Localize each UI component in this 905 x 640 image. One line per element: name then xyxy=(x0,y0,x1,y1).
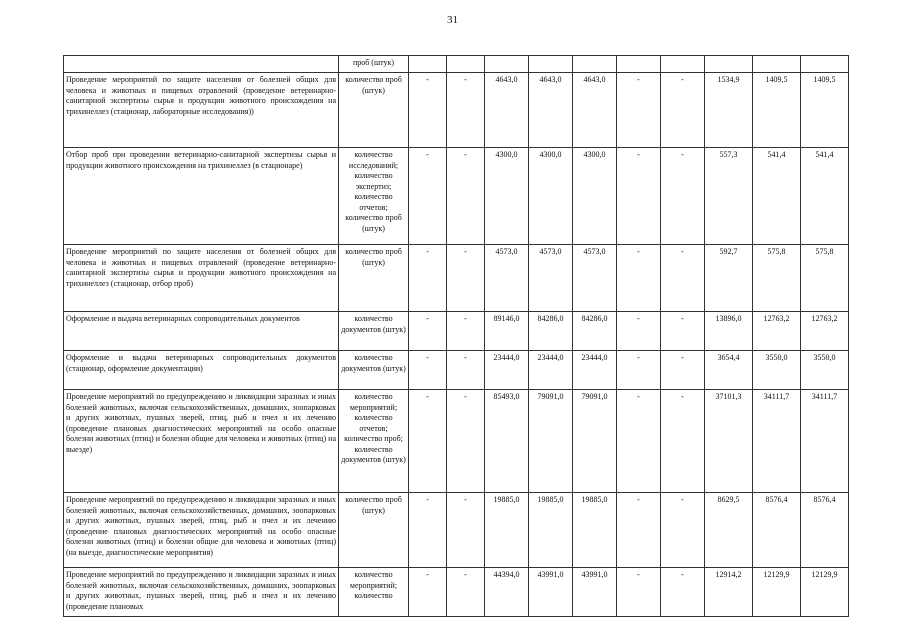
row-value-cell: - xyxy=(409,568,447,617)
row-value-cell: - xyxy=(409,312,447,351)
row-value-cell: 84286,0 xyxy=(529,312,573,351)
table-row xyxy=(64,312,849,351)
row-value-cell: - xyxy=(409,73,447,148)
row-value-cell: 4643,0 xyxy=(573,73,617,148)
row-value-cell: 43991,0 xyxy=(573,568,617,617)
row-value-cell: - xyxy=(617,148,661,245)
page-number: 31 xyxy=(447,14,458,26)
row-value-cell: 541,4 xyxy=(801,148,849,245)
row-value-cell: 3550,0 xyxy=(753,351,801,390)
row-value-cell: 23444,0 xyxy=(573,351,617,390)
row-value-cell xyxy=(705,56,753,73)
row-unit-cell: проб (штук) xyxy=(339,56,409,73)
row-unit-cell: количество документов (штук) xyxy=(339,351,409,390)
row-value-cell: - xyxy=(661,148,705,245)
row-value-cell: 557,3 xyxy=(705,148,753,245)
row-value-cell xyxy=(801,56,849,73)
row-value-cell: 12763,2 xyxy=(753,312,801,351)
row-value-cell: - xyxy=(447,390,485,493)
row-value-cell xyxy=(661,56,705,73)
row-value-cell xyxy=(447,56,485,73)
row-name-cell: Проведение мероприятий по предупреждению и ликвидации заразных и иных болезней животных, включая сельскохозяйственных, домашних, зоопарковых и других животных, пушных зверей, птиц, рыб и пчел и их лечению (проведение плановых диагностических мероприятий на особо опасные болезни животных (птиц) и болезни общие для человека и животных (птиц) (на выезде, диагностические мероприятия) xyxy=(64,493,339,568)
table-row xyxy=(64,351,849,390)
row-value-cell: 12763,2 xyxy=(801,312,849,351)
row-value-cell: 34111,7 xyxy=(801,390,849,493)
row-value-cell: 4573,0 xyxy=(573,245,617,312)
row-value-cell: - xyxy=(661,245,705,312)
row-value-cell: 1409,5 xyxy=(801,73,849,148)
row-value-cell: 575,8 xyxy=(801,245,849,312)
row-value-cell: - xyxy=(447,312,485,351)
table-body xyxy=(64,56,849,617)
table-row xyxy=(64,245,849,312)
table-row xyxy=(64,390,849,493)
row-unit-cell: количество документов (штук) xyxy=(339,312,409,351)
row-value-cell xyxy=(409,56,447,73)
row-value-cell: 85493,0 xyxy=(485,390,529,493)
row-value-cell: - xyxy=(409,351,447,390)
row-value-cell: - xyxy=(661,351,705,390)
row-value-cell: - xyxy=(409,390,447,493)
row-value-cell: - xyxy=(617,351,661,390)
row-value-cell: - xyxy=(617,568,661,617)
row-unit-cell: количество проб (штук) xyxy=(339,73,409,148)
row-value-cell: - xyxy=(447,351,485,390)
row-value-cell: 8629,5 xyxy=(705,493,753,568)
row-value-cell: 12129,9 xyxy=(753,568,801,617)
row-value-cell: - xyxy=(661,568,705,617)
row-value-cell xyxy=(485,56,529,73)
row-value-cell: 37101,3 xyxy=(705,390,753,493)
row-name-cell: Проведение мероприятий по предупреждению и ликвидации заразных и иных болезней животных, включая сельскохозяйственных, домашних, зоопарковых и других животных, пушных зверей, птиц, рыб и пчел и их лечению (проведение плановых xyxy=(64,568,339,617)
table-row xyxy=(64,148,849,245)
row-value-cell: 4300,0 xyxy=(573,148,617,245)
row-value-cell: 13896,0 xyxy=(705,312,753,351)
table-row xyxy=(64,568,849,617)
row-value-cell: 43991,0 xyxy=(529,568,573,617)
row-value-cell: 592,7 xyxy=(705,245,753,312)
row-value-cell: - xyxy=(409,245,447,312)
row-name-cell xyxy=(64,56,339,73)
row-value-cell: - xyxy=(447,73,485,148)
row-value-cell: 84286,0 xyxy=(573,312,617,351)
row-name-cell: Проведение мероприятий по защите населения от болезней общих для человека и животных и пищевых отравлений (проведение ветеринарно-санитарной экспертизы сырья и продукции животного происхождения на трихинеллез (стационар, лабораторные исследования)) xyxy=(64,73,339,148)
row-value-cell xyxy=(573,56,617,73)
row-value-cell: 79091,0 xyxy=(573,390,617,493)
row-value-cell: - xyxy=(661,312,705,351)
row-value-cell: - xyxy=(409,493,447,568)
row-value-cell: 19885,0 xyxy=(573,493,617,568)
row-value-cell: - xyxy=(447,148,485,245)
table-row xyxy=(64,56,849,73)
row-value-cell: 4573,0 xyxy=(485,245,529,312)
row-value-cell: - xyxy=(617,312,661,351)
row-value-cell: 4573,0 xyxy=(529,245,573,312)
row-value-cell: 79091,0 xyxy=(529,390,573,493)
row-value-cell: 19885,0 xyxy=(485,493,529,568)
row-value-cell xyxy=(529,56,573,73)
row-value-cell: - xyxy=(661,390,705,493)
row-name-cell: Отбор проб при проведении ветеринарно-санитарной экспертизы сырья и продукции животного происхождения на трихинеллез (в стационаре) xyxy=(64,148,339,245)
row-value-cell: - xyxy=(617,493,661,568)
row-value-cell: 8576,4 xyxy=(801,493,849,568)
row-value-cell: 23444,0 xyxy=(485,351,529,390)
row-value-cell xyxy=(753,56,801,73)
services-table xyxy=(63,55,849,617)
row-value-cell: - xyxy=(661,493,705,568)
row-value-cell: 4300,0 xyxy=(529,148,573,245)
row-unit-cell: количество мероприятий; количество xyxy=(339,568,409,617)
row-value-cell: - xyxy=(617,73,661,148)
row-value-cell: 23444,0 xyxy=(529,351,573,390)
row-value-cell: - xyxy=(617,390,661,493)
row-value-cell xyxy=(617,56,661,73)
row-unit-cell: количество исследований; количество экспертиз; количество отчетов; количество проб (штук) xyxy=(339,148,409,245)
row-value-cell: 3654,4 xyxy=(705,351,753,390)
row-value-cell: 19885,0 xyxy=(529,493,573,568)
row-name-cell: Оформление и выдача ветеринарных сопроводительных документов xyxy=(64,312,339,351)
row-value-cell: 12129,9 xyxy=(801,568,849,617)
row-value-cell: 1409,5 xyxy=(753,73,801,148)
row-value-cell: - xyxy=(447,568,485,617)
row-value-cell: - xyxy=(409,148,447,245)
row-value-cell: 4300,0 xyxy=(485,148,529,245)
row-value-cell: 1534,9 xyxy=(705,73,753,148)
row-value-cell: - xyxy=(447,493,485,568)
row-name-cell: Оформление и выдача ветеринарных сопроводительных документов (стационар, оформление документации) xyxy=(64,351,339,390)
row-value-cell: 8576,4 xyxy=(753,493,801,568)
row-value-cell: - xyxy=(661,73,705,148)
row-value-cell: 541,4 xyxy=(753,148,801,245)
table-row xyxy=(64,493,849,568)
table-row xyxy=(64,73,849,148)
row-value-cell: 34111,7 xyxy=(753,390,801,493)
row-value-cell: 3550,0 xyxy=(801,351,849,390)
row-name-cell: Проведение мероприятий по защите населения от болезней общих для человека и животных и пищевых отравлений (проведение ветеринарно-санитарной экспертизы сырья и продукции животного происхождения на трихинеллез (стационар, отбор проб) xyxy=(64,245,339,312)
row-value-cell: 4643,0 xyxy=(485,73,529,148)
row-unit-cell: количество проб (штук) xyxy=(339,493,409,568)
row-value-cell: - xyxy=(447,245,485,312)
row-value-cell: 44394,0 xyxy=(485,568,529,617)
row-value-cell: 4643,0 xyxy=(529,73,573,148)
row-value-cell: 12914,2 xyxy=(705,568,753,617)
row-name-cell: Проведение мероприятий по предупреждению и ликвидации заразных и иных болезней животных, включая сельскохозяйственных, домашних, зоопарковых и других животных, пушных зверей, птиц, рыб и пчел и их лечению (проведение плановых диагностических мероприятий на особо опасные болезни животных (птиц) и болезни общие для человека и животных (птиц) на выезде) xyxy=(64,390,339,493)
row-value-cell: 89146,0 xyxy=(485,312,529,351)
row-unit-cell: количество проб (штук) xyxy=(339,245,409,312)
row-unit-cell: количество мероприятий; количество отчетов; количество проб; количество документов (штук) xyxy=(339,390,409,493)
row-value-cell: 575,8 xyxy=(753,245,801,312)
row-value-cell: - xyxy=(617,245,661,312)
